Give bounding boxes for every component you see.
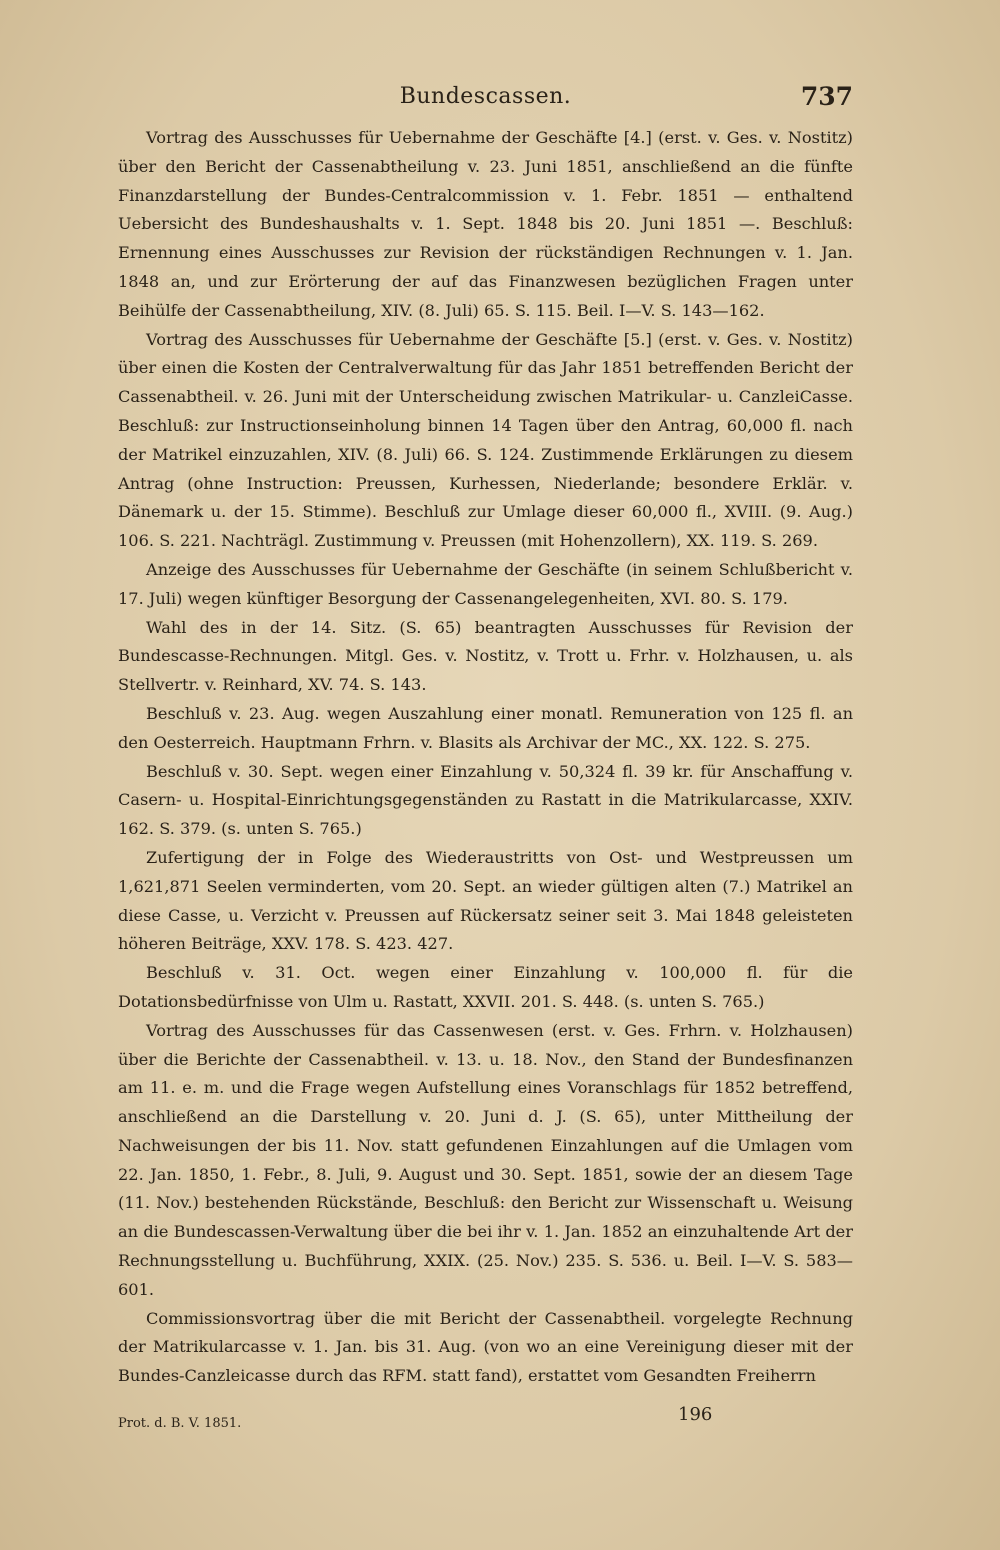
index-entry: Commissionsvortrag über die mit Bericht der Cassenabtheil. vorgelegte Rechnung der Matrikularcasse v. 1. Jan. bis 31. Aug. (von wo an eine Vereinigung dieser mit der Bundes-Canzleicasse durch das RFM. statt fand), erstattet vom Gesandten Freiherrn xyxy=(118,1308,853,1386)
page-number: 737 xyxy=(800,82,853,111)
page-footer xyxy=(118,1404,853,1434)
index-entry: Zufertigung der in Folge des Wiederaustritts von Ost- und Westpreussen um 1,621,871 Seelen verminderten, vom 20. Sept. an wieder gültigen alten (7.) Matrikel an diese Casse, u. Verzicht v. Preussen auf Rückersatz seiner seit 3. Mai 1848 geleisteten höheren Beiträge, XXV. 178. S. 423. 427. xyxy=(118,847,853,954)
printer-signature: Prot. d. B. V. 1851. xyxy=(118,1416,242,1431)
index-entry: Beschluß v. 23. Aug. wegen Auszahlung einer monatl. Remuneration von 125 fl. an den Oesterreich. Hauptmann Frhrn. v. Blasits als Archivar der MC., XX. 122. S. 275. xyxy=(118,703,853,752)
running-head: Bundescassen. xyxy=(399,84,572,109)
index-entry: Vortrag des Ausschusses für Uebernahme der Geschäfte [5.] (erst. v. Ges. v. Nostitz) über einen die Kosten der Centralverwaltung für das Jahr 1851 betreffenden Bericht der Cassenabtheil. v. 26. Juni mit der Unterscheidung zwischen Matrikular- u. CanzleiCasse. Beschluß: zur Instructionseinholung binnen 14 Tagen über den Antrag, 60,000 fl. nach der Matrikel einzuzahlen, XIV. (8. Juli) 66. S. 124. Zustimmende Erklärungen zu diesem Antrag (ohne Instruction: Preussen, Kurhessen, Niederlande; besondere Erklär. v. Dänemark u. der 15. Stimme). Beschluß zur Umlage dieser 60,000 fl., XVIII. (9. Aug.) 106. S. 221. Nachträgl. Zustimmung v. Preussen (mit Hohenzollern), XX. 119. S. 269. xyxy=(118,329,853,551)
sheet-number: 196 xyxy=(678,1404,713,1425)
index-entry: Vortrag des Ausschusses für Uebernahme der Geschäfte [4.] (erst. v. Ges. v. Nostitz) über den Bericht der Cassenabtheilung v. 23. Juni 1851, anschließend an die fünfte Finanzdarstellung der Bundes-Centralcommission v. 1. Febr. 1851 — enthaltend Uebersicht des Bundeshaushalts v. 1. Sept. 1848 bis 20. Juni 1851 —. Beschluß: Ernennung eines Ausschusses zur Revision der rückständigen Rechnungen v. 1. Jan. 1848 an, und zur Erörterung der auf das Finanzwesen bezüglichen Fragen unter Beihülfe der Cassenabtheilung, XIV. (8. Juli) 65. S. 115. Beil. I—V. S. 143—162. xyxy=(118,128,853,320)
index-entry: Wahl des in der 14. Sitz. (S. 65) beantragten Ausschusses für Revision der Bundescasse-Rechnungen. Mitgl. Ges. v. Nostitz, v. Trott u. Frhr. v. Holzhausen, u. als Stellvertr. v. Reinhard, XV. 74. S. 143. xyxy=(118,617,853,695)
index-entry: Beschluß v. 30. Sept. wegen einer Einzahlung v. 50,324 fl. 39 kr. für Anschaffung v. Casern- u. Hospital-Einrichtungsgegenständen zu Rastatt in die Matrikularcasse, XXIV. 162. S. 379. (s. unten S. 765.) xyxy=(118,761,853,839)
index-entry: Vortrag des Ausschusses für das Cassenwesen (erst. v. Ges. Frhrn. v. Holzhausen) über die Berichte der Cassenabtheil. v. 13. u. 18. Nov., den Stand der Bundesfinanzen am 11. e. m. und die Frage wegen Aufstellung eines Voranschlags für 1852 betreffend, anschließend an die Darstellung v. 20. Juni d. J. (S. 65), unter Mittheilung der Nachweisungen der bis 11. Nov. statt gefundenen Einzahlungen auf die Umlagen vom 22. Jan. 1850, 1. Febr., 8. Juli, 9. August und 30. Sept. 1851, sowie der an diesem Tage (11. Nov.) bestehenden Rückstände, Beschluß: den Bericht zur Wissenschaft u. Weisung an die Bundescassen-Verwaltung über die bei ihr v. 1. Jan. 1852 an einzuhaltende Art der Rechnungsstellung u. Buchführung, XXIX. (25. Nov.) 235. S. 536. u. Beil. I—V. S. 583—601. xyxy=(118,1020,853,1299)
index-entry: Anzeige des Ausschusses für Uebernahme der Geschäfte (in seinem Schlußbericht v. 17. Juli) wegen künftiger Besorgung der Cassenangelegenheiten, XVI. 80. S. 179. xyxy=(118,559,853,608)
index-entry: Beschluß v. 31. Oct. wegen einer Einzahlung v. 100,000 fl. für die Dotationsbedürfnisse von Ulm u. Rastatt, XXVII. 201. S. 448. (s. unten S. 765.) xyxy=(118,963,853,1011)
page-body xyxy=(118,124,853,1391)
page-header xyxy=(118,84,853,114)
